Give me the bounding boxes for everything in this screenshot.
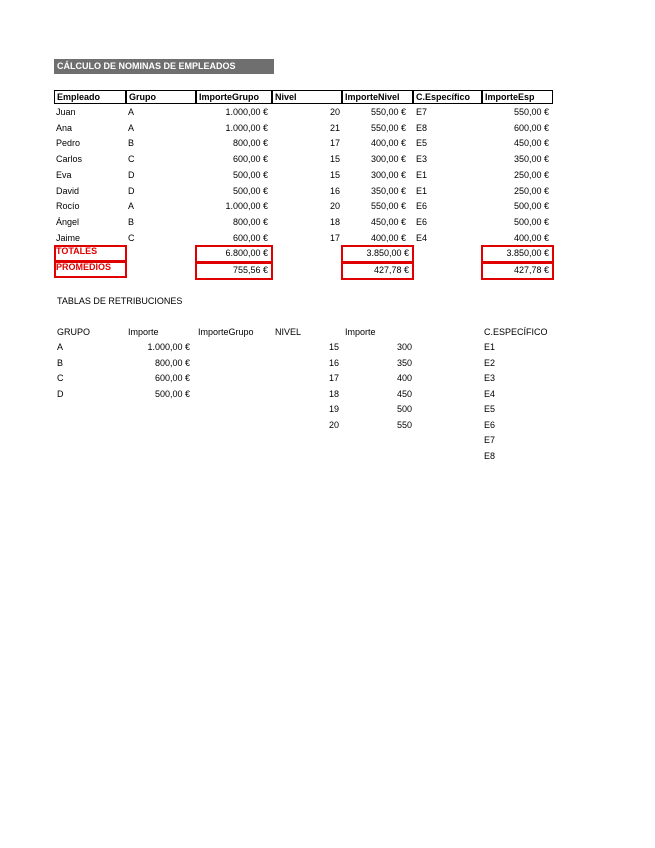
retrib-especifico-code: E3 [484,373,496,383]
retrib-especifico-code: E5 [484,404,496,414]
cell-empleado: Jaime [56,232,81,243]
totals-grupo: 6.800,00 € [225,248,268,258]
cell-c-especifico: E1 [416,185,428,196]
cell-empleado: David [56,185,80,196]
averages-esp-box [481,262,554,280]
cell-c-especifico: E3 [416,154,428,165]
cell-importe-esp: 600,00 € [513,122,549,133]
retrib-nivel-code: 15 [329,342,340,352]
retrib-grupo-importe: 800,00 € [154,357,190,368]
retrib-nivel-importe: 550 [396,419,412,430]
cell-nivel: 21 [329,122,340,133]
averages-label: PROMEDIOS [56,262,112,272]
retrib-header-grupo: GRUPO [57,327,91,337]
cell-importe-esp: 400,00 € [513,232,549,243]
cell-grupo: C [128,232,135,243]
cell-grupo: A [128,201,135,212]
retrib-title: TABLAS DE RETRIBUCIONES [57,296,183,306]
cell-importe-grupo: 1.000,00 € [225,201,268,212]
totals-nivel: 3.850,00 € [366,248,409,258]
cell-c-especifico: E8 [416,122,428,133]
cell-nivel: 15 [329,169,340,180]
cell-c-especifico: E7 [416,107,428,117]
cell-nivel: 20 [329,201,340,212]
cell-empleado: Rocío [56,201,80,212]
retrib-nivel-code: 18 [329,388,340,399]
cell-importe-esp: 500,00 € [513,201,549,212]
retrib-nivel-importe: 450 [396,388,412,399]
cell-importe-grupo: 800,00 € [232,138,268,149]
cell-importe-nivel: 450,00 € [370,216,406,227]
cell-importe-esp: 450,00 € [513,138,549,149]
cell-c-especifico: E4 [416,232,428,243]
page-title: CÁLCULO DE NOMINAS DE EMPLEADOS [54,59,274,74]
retrib-especifico-code: E6 [484,419,496,430]
retrib-grupo-importe: 1.000,00 € [147,342,190,352]
retrib-grupo-code: B [57,357,64,368]
cell-empleado: Ángel [56,216,80,227]
cell-nivel: 20 [329,107,340,117]
retrib-especifico-code: E1 [484,342,496,352]
cell-c-especifico: E6 [416,201,428,212]
cell-importe-esp: 350,00 € [513,154,549,165]
cell-grupo: B [128,216,135,227]
cell-importe-nivel: 300,00 € [370,154,406,165]
averages-nivel-box [341,262,414,280]
cell-importe-esp: 550,00 € [513,107,549,117]
cell-importe-grupo: 800,00 € [232,216,268,227]
retrib-grupo-code: D [57,388,64,399]
cell-importe-grupo: 600,00 € [232,232,268,243]
cell-importe-nivel: 400,00 € [370,232,406,243]
retrib-header-importe: Importe [128,327,159,337]
retrib-grupo-code: C [57,373,64,383]
totals-esp: 3.850,00 € [506,248,549,258]
cell-empleado: Eva [56,169,72,180]
cell-empleado: Carlos [56,154,83,165]
cell-grupo: B [128,138,135,149]
retrib-especifico-code: E8 [484,450,496,461]
cell-importe-grupo: 1.000,00 € [225,107,268,117]
retrib-grupo-importe: 600,00 € [154,373,190,383]
totals-esp-box [481,245,554,263]
cell-importe-nivel: 300,00 € [370,169,406,180]
cell-grupo: D [128,169,135,180]
cell-grupo: D [128,185,135,196]
averages-nivel: 427,78 € [373,265,409,275]
cell-importe-nivel: 550,00 € [370,107,406,117]
retrib-nivel-code: 20 [329,419,340,430]
header-c-especifico: C.Específico [413,90,482,104]
retrib-nivel-importe: 500 [396,404,412,414]
retrib-nivel-code: 17 [329,373,340,383]
totals-label-box [54,245,127,262]
cell-importe-nivel: 400,00 € [370,138,406,149]
cell-empleado: Pedro [56,138,81,149]
retrib-grupo-code: A [57,342,64,352]
averages-esp: 427,78 € [513,265,549,275]
cell-c-especifico: E5 [416,138,428,149]
retrib-nivel-code: 16 [329,357,340,368]
header-nivel: Nivel [272,90,342,104]
totals-label: TOTALES [56,246,98,256]
cell-empleado: Juan [56,107,76,117]
cell-importe-nivel: 550,00 € [370,122,406,133]
totals-grupo-box [195,245,273,263]
retrib-nivel-importe: 350 [396,357,412,368]
retrib-grupo-importe: 500,00 € [154,388,190,399]
cell-importe-grupo: 1.000,00 € [225,122,268,133]
averages-label-box [54,261,127,278]
header-importe-nivel: ImporteNivel [342,90,413,104]
cell-nivel: 15 [329,154,340,165]
header-empleado: Empleado [54,90,126,104]
cell-c-especifico: E1 [416,169,428,180]
cell-empleado: Ana [56,122,73,133]
cell-nivel: 16 [329,185,340,196]
header-importe-esp: ImporteEsp [482,90,553,104]
cell-importe-grupo: 500,00 € [232,169,268,180]
cell-grupo: A [128,122,135,133]
cell-nivel: 17 [329,138,340,149]
cell-nivel: 18 [329,216,340,227]
cell-nivel: 17 [329,232,340,243]
cell-importe-nivel: 550,00 € [370,201,406,212]
retrib-especifico-code: E4 [484,388,496,399]
retrib-nivel-importe: 400 [396,373,412,383]
cell-grupo: C [128,154,135,165]
cell-importe-nivel: 350,00 € [370,185,406,196]
cell-grupo: A [128,107,135,117]
totals-nivel-box [341,245,414,263]
header-grupo: Grupo [126,90,196,104]
cell-importe-esp: 250,00 € [513,185,549,196]
header-importe-grupo: ImporteGrupo [196,90,272,104]
retrib-especifico-code: E7 [484,435,496,445]
retrib-header-nivel: NIVEL [275,327,302,337]
averages-grupo: 755,56 € [232,265,268,275]
cell-importe-esp: 250,00 € [513,169,549,180]
cell-importe-grupo: 500,00 € [232,185,268,196]
retrib-nivel-code: 19 [329,404,340,414]
retrib-header-cespecifico: C.ESPECÍFICO [484,327,548,337]
cell-importe-grupo: 600,00 € [232,154,268,165]
retrib-nivel-importe: 300 [396,342,412,352]
averages-grupo-box [195,262,273,280]
retrib-header-importe-nivel: Importe [345,327,376,337]
cell-importe-esp: 500,00 € [513,216,549,227]
retrib-header-importe-grupo: ImporteGrupo [198,327,254,337]
cell-c-especifico: E6 [416,216,428,227]
retrib-especifico-code: E2 [484,357,496,368]
